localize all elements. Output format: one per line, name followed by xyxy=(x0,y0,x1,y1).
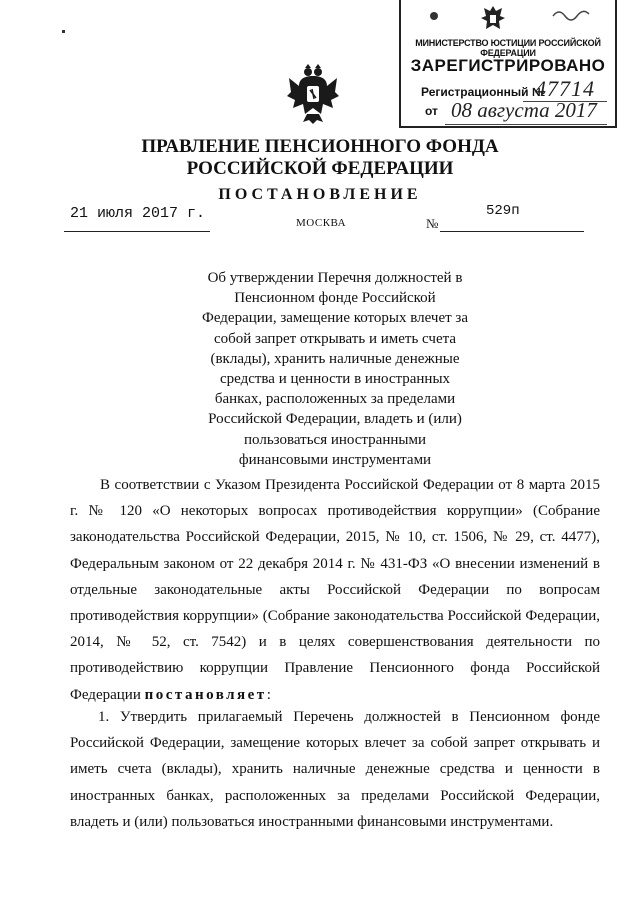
stamp-reg-number: 47714 xyxy=(535,76,595,101)
page-title-line1: ПРАВЛЕНИЕ ПЕНСИОННОГО ФОНДА xyxy=(141,136,499,157)
paragraph-1-end: : xyxy=(266,686,271,703)
number-label: № xyxy=(426,216,439,231)
decree-word: постановляет xyxy=(144,686,267,703)
page-title-line2: РОССИЙСКОЙ ФЕДЕРАЦИИ xyxy=(186,158,454,179)
document-type: ПОСТАНОВЛЕНИЕ xyxy=(218,186,422,203)
scribble-icon xyxy=(551,6,591,24)
document-date: 21 июля 2017 г. xyxy=(70,205,206,222)
coat-of-arms-small-icon xyxy=(477,2,509,34)
scan-dot xyxy=(62,30,65,33)
body-paragraph-1 xyxy=(70,472,600,708)
seal-icon xyxy=(425,6,443,24)
date-underline xyxy=(64,231,210,232)
stamp-reg-label: Регистрационный № xyxy=(421,85,546,99)
registration-stamp xyxy=(399,0,617,128)
body-paragraph-2: 1. Утвердить прилагаемый Перечень должностей в Пенсионном фонде Российской Федерации, замещение которых влечет за собой запрет открывать и иметь счета (вклады), хранить наличные денежные средства и ценности в иностранных банках, расположенных за пределами Российской Федерации, владеть и (или) пользоваться иностранными финансовыми инструментами. xyxy=(70,709,600,830)
number-underline xyxy=(440,231,584,232)
document-number: 529п xyxy=(486,203,520,219)
stamp-date-label: от xyxy=(425,104,438,118)
stamp-ministry: МИНИСТЕРСТВО ЮСТИЦИИ РОССИЙСКОЙ ФЕДЕРАЦИИ xyxy=(415,38,601,58)
stamp-date: 08 августа 2017 xyxy=(451,98,597,122)
stamp-date-underline xyxy=(445,124,607,125)
paragraph-1-text: В соответствии с Указом Президента Российской Федерации от 8 марта 2015 г. № 120 «О некоторых вопросах противодействия коррупции» (Собрание законодательства Российской Федерации, 2015, № 10, ст. 1506, № 29, ст. 4477), Федеральным законом от 22 декабря 2014 г. № 431-ФЗ «О внесении изменений в отдельные законодательные акты Российской Федерации по вопросам противодействия коррупции» (Собрание законодательства Российской Федерации, 2014, № 52, ст. 7542) и в целях совершенствования деятельности по противодействию коррупции Правление Пенсионного фонда Российской Федерации xyxy=(70,477,600,703)
stamp-registered: ЗАРЕГИСТРИРОВАНО xyxy=(410,56,606,75)
document-subject: Об утверждении Перечня должностей в Пенсионном фонде Российской Федерации, замещение которых влечет за собой запрет открывать и иметь счета (вклады), хранить наличные денежные средства и ценности в иностранных банках, расположенных за пределами Российской Федерации, владеть и (или) пользоваться иностранными финансовыми инструментами xyxy=(201,270,468,468)
coat-of-arms-icon xyxy=(285,62,341,124)
document-city: МОСКВА xyxy=(296,217,347,229)
